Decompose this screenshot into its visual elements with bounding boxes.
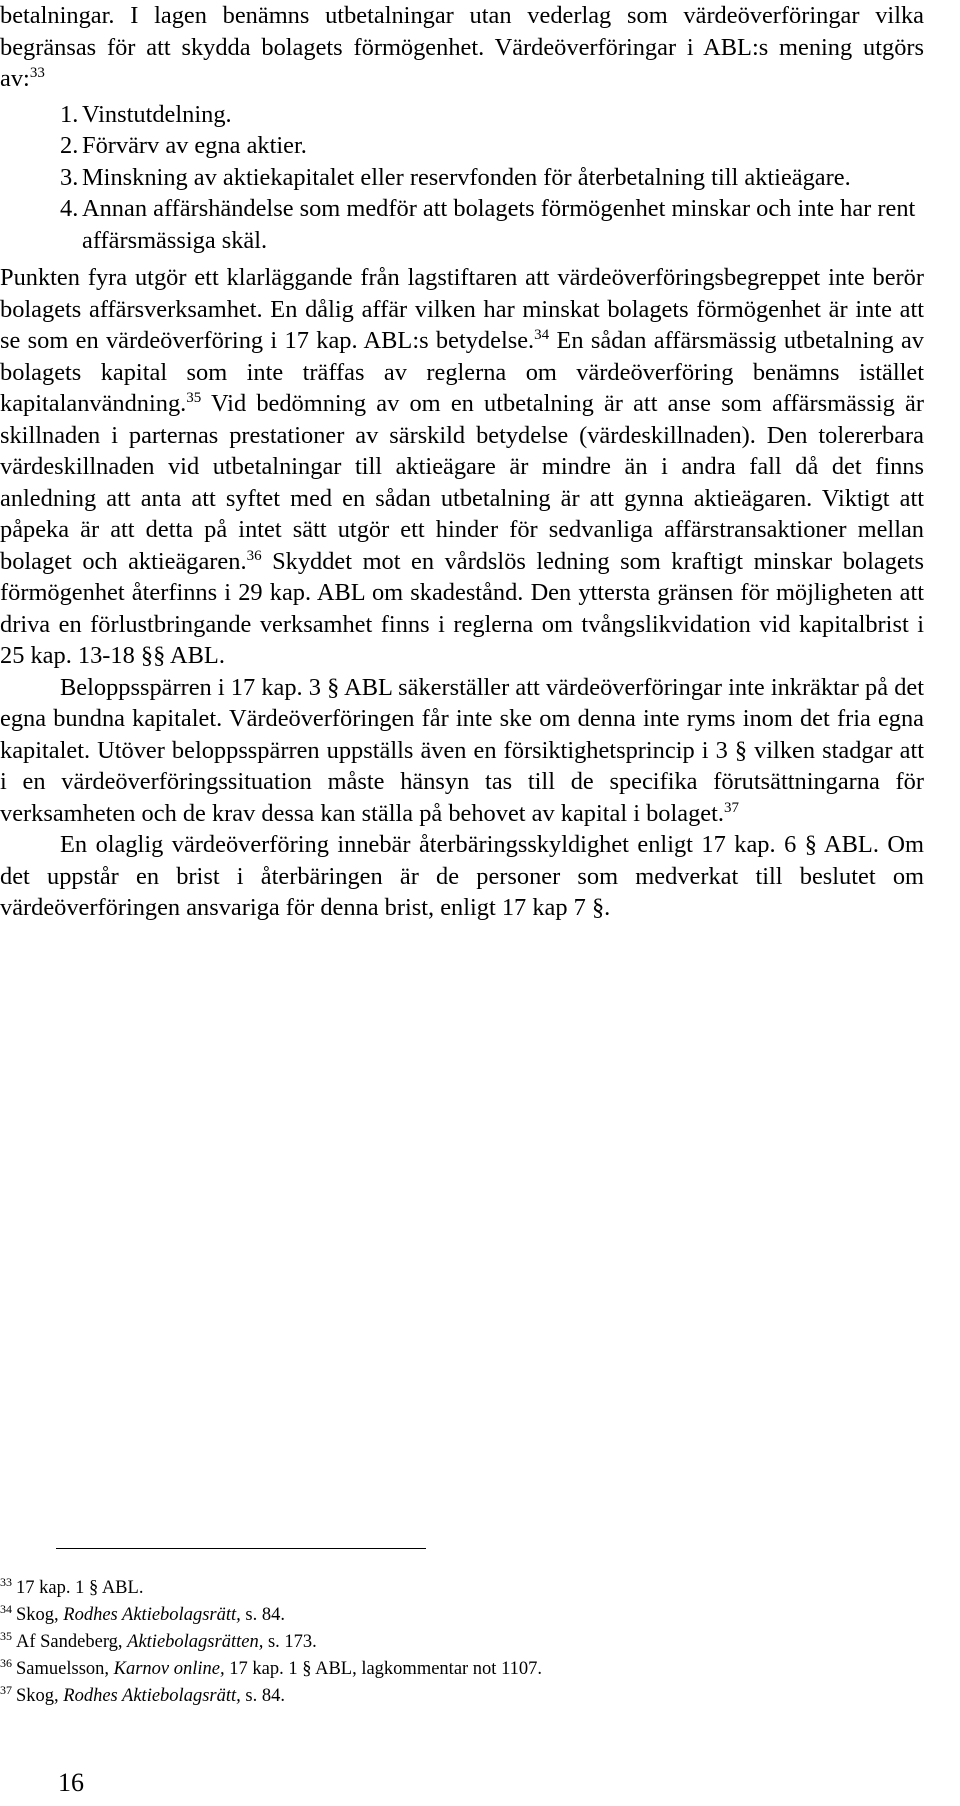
footnote-title: Rodhes Aktiebolagsrätt,	[63, 1605, 241, 1625]
list-text: Vinstutdelning.	[82, 100, 232, 128]
footnote-text: Skog,	[16, 1605, 64, 1625]
footnote-ref-36[interactable]: 36	[246, 547, 262, 564]
list-number: 1.	[60, 100, 79, 128]
footnotes	[0, 1575, 924, 1710]
footnote-text: Samuelsson,	[16, 1659, 114, 1679]
footnote-text: s. 84.	[240, 1686, 285, 1706]
body-text	[0, 0, 924, 924]
footnote-number: 33	[0, 1575, 12, 1589]
paragraph-business-transactions	[0, 262, 924, 672]
paragraph-text: Punkten fyra utgör ett klarläggande från lagstiftaren att värdeöverföringsbegreppet inte berör bolagets affärsverksamhet. En dålig affär vilken har minskat bolagets förmögenhet är inte att se som en värdeöverföring i 17 kap. ABL:s betydelse.	[0, 264, 924, 354]
list-text: Minskning av aktiekapitalet eller reservfonden för återbetalning till aktieägare.	[82, 163, 851, 191]
footnote-separator	[56, 1548, 426, 1549]
footnote-text: Af Sandeberg,	[16, 1632, 128, 1652]
footnote-number: 34	[0, 1602, 12, 1616]
intro-text: betalningar. I lagen benämns utbetalningar utan vederlag som värdeöverföringar vilka begränsas för att skydda bolagets förmögenhet. Värdeöverföringar i ABL:s mening utgörs av:	[0, 2, 924, 92]
list-text: Annan affärshändelse som medför att bolagets förmögenhet minskar och inte har rent affärsmässiga skäl.	[82, 195, 916, 254]
paragraph-text: Skyddet mot en vårdslös ledning som kraftigt minskar bolagets förmögenhet återfinns i 29 kap. ABL om skadestånd. Den yttersta gränsen för möjligheten att driva en förlustbringande verksamhet finns i reglerna om tvångslikvidation vid kapitalbrist i 25 kap. 13-18 §§ ABL.	[0, 547, 924, 669]
paragraph-text: Beloppsspärren i 17 kap. 3 § ABL säkerställer att värdeöverföringar inte inkräktar på det egna bundna kapitalet. Värdeöverföringen får inte ske om denna inte ryms inom det fria egna kapitalet. Utöver beloppsspärren uppställs även en försiktighetsprincip i 3 § vilken stadgar att i en värdeöverföringssituation måste hänsyn tas till de specifika förutsättningarna för verksamheten och de krav dessa kan ställa på behovet av kapital i bolaget.	[0, 673, 924, 827]
list-item	[0, 99, 924, 131]
transfer-list	[0, 99, 924, 257]
paragraph-amount-restriction	[0, 672, 924, 830]
footnote-ref-33[interactable]: 33	[29, 65, 45, 81]
footnote-ref-35[interactable]: 35	[186, 390, 202, 406]
footnote-number: 37	[0, 1683, 12, 1697]
footnote-number: 35	[0, 1629, 12, 1643]
paragraph-unlawful-transfer	[0, 829, 924, 924]
footnote-text: 17 kap. 1 § ABL.	[16, 1578, 144, 1598]
paragraph-text: En sådan affärsmässig utbetalning av bolagets kapital som inte träffas av reglerna om värdeöverföring benämns istället kapitalanvändning.	[0, 327, 924, 417]
footnote-number: 36	[0, 1656, 12, 1670]
footnote-title: Rodhes Aktiebolagsrätt,	[63, 1686, 241, 1706]
list-item	[0, 162, 924, 194]
list-item	[0, 130, 924, 162]
footnote-35	[0, 1629, 924, 1656]
footnote-ref-34[interactable]: 34	[534, 327, 550, 343]
paragraph-text: Vid bedömning av om en utbetalning är att anse som affärsmässig är skillnaden i parternas prestationer av särskild betydelse (värdeskillnaden). Den tolererbara värdeskillnaden vid utbetalningar till aktieägare är mindre än i andra fall då det finns anledning att anta att syftet med en sådan utbetalning är att gynna aktieägaren. Viktigt att påpeka är att detta på intet sätt utgör ett hinder för sedvanliga affärstransaktioner mellan bolaget och aktieägaren.	[0, 390, 924, 575]
footnote-33	[0, 1575, 924, 1602]
footnote-36	[0, 1656, 924, 1683]
footnote-text: 17 kap. 1 § ABL, lagkommentar not 1107.	[224, 1659, 543, 1679]
footnote-text: s. 84.	[240, 1605, 285, 1625]
list-text: Förvärv av egna aktier.	[82, 132, 307, 159]
paragraph-text: En olaglig värdeöverföring innebär återbäringsskyldighet enligt 17 kap. 6 § ABL. Om det uppstår en brist i återbäringen är de personer som medverkat till beslutet om värdeöverföringen ansvariga för denna brist, enligt 17 kap 7 §.	[0, 831, 924, 921]
footnote-text: Skog,	[16, 1686, 64, 1706]
list-number: 3.	[60, 163, 79, 191]
footnote-title: Aktiebolagsrätten,	[127, 1632, 264, 1652]
intro-paragraph	[0, 0, 924, 95]
footnote-ref-37[interactable]: 37	[724, 799, 740, 816]
footnote-37	[0, 1683, 924, 1710]
list-number: 2.	[60, 132, 79, 159]
footnote-34	[0, 1602, 924, 1629]
footnote-text: s. 173.	[263, 1632, 317, 1652]
page-number: 16	[58, 1768, 84, 1797]
list-number: 4.	[60, 195, 79, 222]
list-item	[0, 193, 924, 256]
footnote-title: Karnov online,	[113, 1659, 225, 1679]
